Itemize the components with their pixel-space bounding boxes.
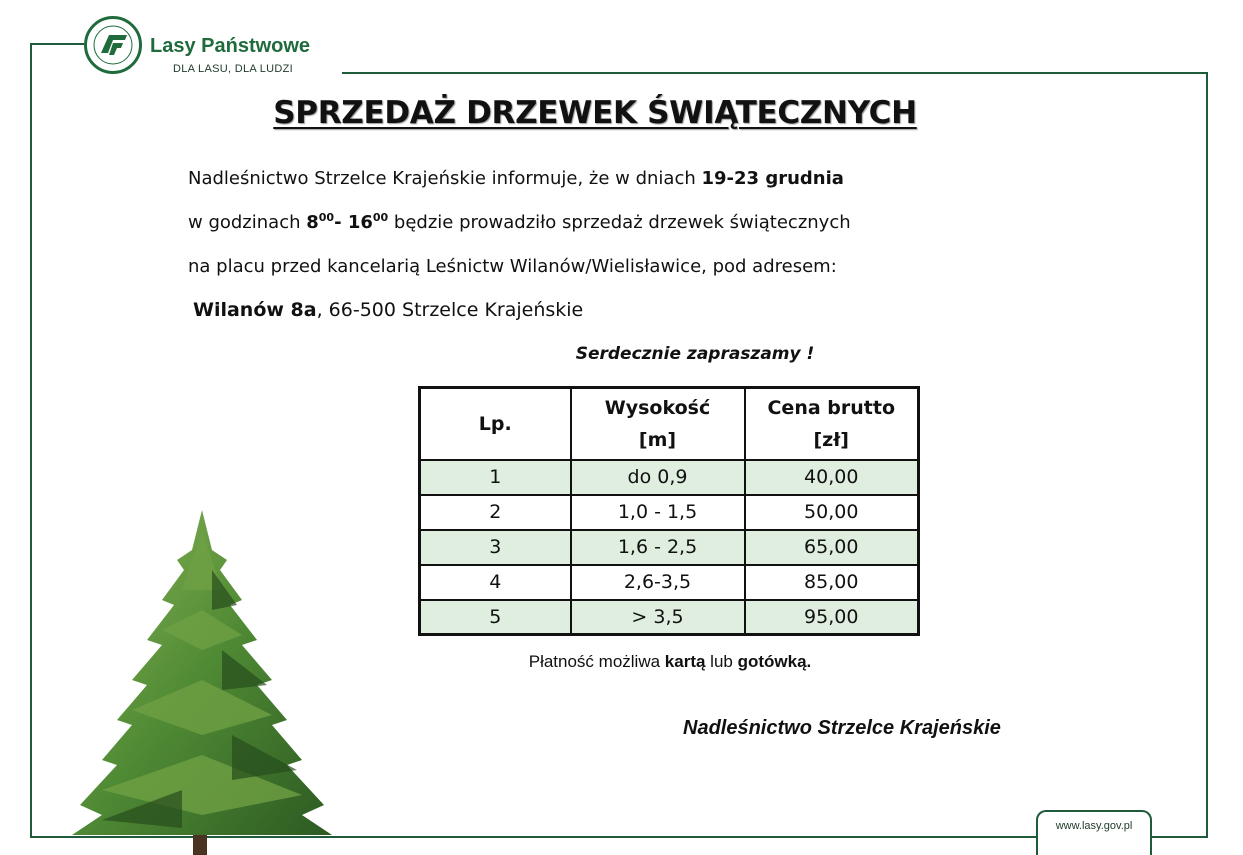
cell-height: do 0,9 xyxy=(571,460,745,495)
column-header-price: Cena brutto [zł] xyxy=(745,388,919,460)
signature: Nadleśnictwo Strzelce Krajeńskie xyxy=(683,717,1001,739)
table-row xyxy=(420,600,919,635)
address-city: , 66-500 Strzelce Krajeńskie xyxy=(316,299,584,321)
table-row xyxy=(420,460,919,495)
greeting: Serdecznie zapraszamy ! xyxy=(575,344,815,364)
payment-cash: gotówką xyxy=(737,652,807,671)
hour-end-minutes: 00 xyxy=(372,211,389,224)
hour-separator: - xyxy=(334,212,348,233)
info-text: w godzinach xyxy=(188,212,307,233)
info-line-3: na placu przed kancelarią Leśnictw Wilanów/Wielisławice, pod adresem: xyxy=(188,256,837,277)
page-title: SPRZEDAŻ DRZEWEK ŚWIĄTECZNYCH xyxy=(273,95,917,131)
cell-lp: 2 xyxy=(420,495,571,530)
info-line-2 xyxy=(188,211,851,233)
address-line xyxy=(193,299,583,321)
payment-card: kartą xyxy=(664,652,706,671)
cell-height: > 3,5 xyxy=(571,600,745,635)
footer-url[interactable]: www.lasy.gov.pl xyxy=(1055,820,1133,832)
price-table xyxy=(418,386,920,636)
frame-border-right xyxy=(1206,72,1208,838)
cell-price: 85,00 xyxy=(745,565,919,600)
frame-border-left xyxy=(30,44,32,838)
cell-price: 95,00 xyxy=(745,600,919,635)
footer-url-tab xyxy=(1036,810,1152,855)
logo-name: Lasy Państwowe xyxy=(150,35,311,57)
cell-lp: 1 xyxy=(420,460,571,495)
sale-dates: 19-23 grudnia xyxy=(701,168,844,189)
cell-lp: 3 xyxy=(420,530,571,565)
info-line-1 xyxy=(188,168,844,189)
frame-border-top-left xyxy=(30,43,84,45)
cell-price: 50,00 xyxy=(745,495,919,530)
cell-lp: 4 xyxy=(420,565,571,600)
info-text: Nadleśnictwo Strzelce Krajeńskie informuje, że w dniach xyxy=(188,168,702,189)
cell-lp: 5 xyxy=(420,600,571,635)
table-row xyxy=(420,530,919,565)
christmas-tree-image xyxy=(62,510,342,855)
cell-height: 1,0 - 1,5 xyxy=(571,495,745,530)
lasy-panstwowe-logo xyxy=(84,16,340,78)
logo-emblem-icon xyxy=(84,16,142,74)
column-header-lp: Lp. xyxy=(420,388,571,460)
cell-price: 65,00 xyxy=(745,530,919,565)
cell-price: 40,00 xyxy=(745,460,919,495)
cell-height: 2,6-3,5 xyxy=(571,565,745,600)
table-row xyxy=(420,565,919,600)
payment-info: Płatność możliwa kartą lub gotówką. xyxy=(528,652,812,671)
column-header-height: Wysokość [m] xyxy=(571,388,745,460)
logo-tagline: DLA LASU, DLA LUDZI xyxy=(173,63,294,75)
table-header-row xyxy=(420,388,919,460)
table-row xyxy=(420,495,919,530)
info-text: będzie prowadziło sprzedaż drzewek świątecznych xyxy=(388,212,851,233)
hour-end: 16 xyxy=(347,212,373,233)
hour-start: 8 xyxy=(306,212,319,233)
address-street: Wilanów 8a xyxy=(193,299,317,321)
cell-height: 1,6 - 2,5 xyxy=(571,530,745,565)
frame-border-top-right xyxy=(342,72,1208,74)
hour-start-minutes: 00 xyxy=(318,211,335,224)
